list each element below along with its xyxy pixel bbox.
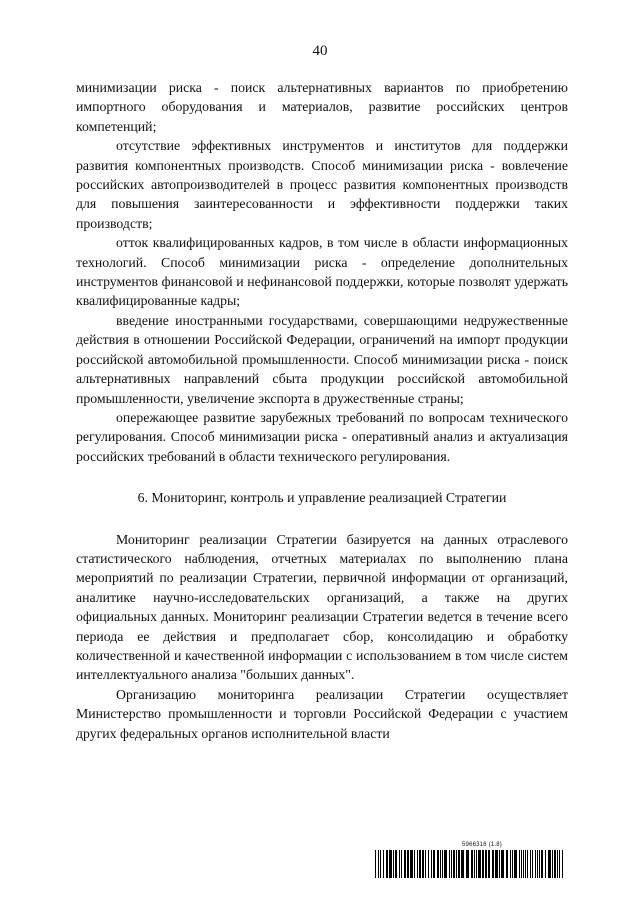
- barcode-label: 5966316 (1.8): [462, 842, 502, 848]
- paragraph: Организацию мониторинга реализации Стратегии осуществляет Министерство промышленности и торговли Российской Федерации с участием других федеральных органов исполнительной власти: [76, 686, 568, 741]
- paragraph: минимизации риска - поиск альтернативных вариантов по приобретению импортного оборудования и материалов, развитие российских центров компетенций;: [76, 80, 568, 134]
- paragraph: отсутствие эффективных инструментов и институтов для поддержки развития компонентных производств. Способ минимизации риска - вовлечение российских автопроизводителей в процесс развития компонентных производств для повышения заинтересованности и эффективности поддержки таких производств;: [76, 138, 568, 231]
- paragraph: отток квалифицированных кадров, в том числе в области информационных технологий. Способ минимизации риска - определение дополнительных инструментов финансовой и нефинансовой поддержки, которые позволят удержать квалифицированные кадры;: [76, 235, 568, 309]
- barcode-image: [375, 850, 565, 878]
- section-heading: 6. Мониторинг, контроль и управление реализацией Стратегии: [137, 490, 507, 506]
- page-number: 40: [312, 43, 328, 59]
- paragraph: введение иностранными государствами, совершающими недружественные действия в отношении Российской Федерации, ограничений на импорт продукции российской автомобильной промышленности. Способ минимизации риска - поиск альтернативных направлений сбыта продукции российской автомобильной промышленности, увеличение экспорта в дружественные страны;: [76, 312, 568, 406]
- document-body: [76, 78, 568, 743]
- paragraph: Мониторинг реализации Стратегии базируется на данных отраслевого статистического наблюдения, отчетных материалах по выполнению плана мероприятий по реализации Стратегии, первичной информации от организаций, аналитике научно-исследовательских организаций, а также на других официальных данных. Мониторинг реализации Стратегии ведется в течение всего периода ее действия и предполагает сбор, консолидацию и обработку количественной и качественной информации с использованием в том числе систем интеллектуального анализа "больших данных".: [76, 531, 568, 683]
- risk-list: [76, 78, 568, 466]
- paragraph: опережающее развитие зарубежных требований по вопросам технического регулирования. Способ минимизации риска - оперативный анализ и актуализация российских требований в области технического регулирования.: [76, 409, 568, 464]
- monitoring-section: [76, 530, 568, 743]
